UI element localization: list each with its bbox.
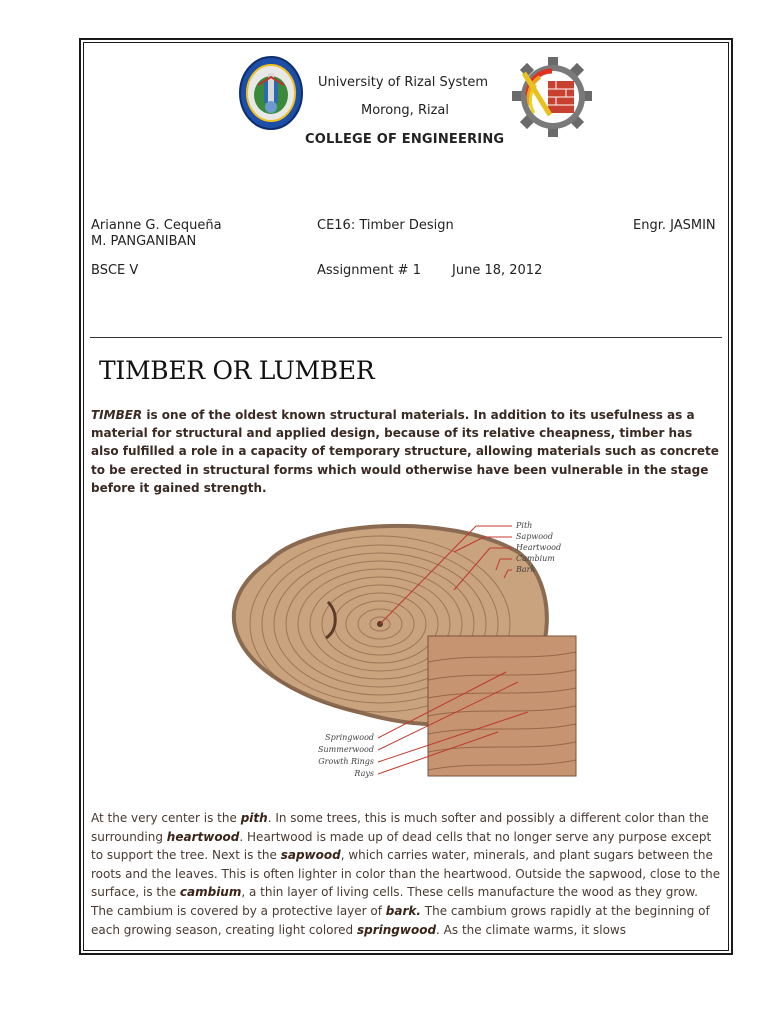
springwood-label: Springwood xyxy=(325,733,374,742)
college-name: COLLEGE OF ENGINEERING xyxy=(305,132,505,147)
summerwood-label: Summerwood xyxy=(318,745,374,754)
instructor: Engr. JASMIN xyxy=(633,218,716,233)
keyword-pith: pith xyxy=(240,811,268,825)
body-text-2: . In some trees, this is much softer and possibly a different color than the surrounding xyxy=(91,811,709,844)
keyword-heartwood: heartwood xyxy=(166,829,240,844)
keyword-sapwood: sapwood xyxy=(280,848,341,863)
assignment-number: Assignment # 1 xyxy=(317,263,421,278)
cambium-label: Cambium xyxy=(516,554,555,563)
keyword-springwood: springwood xyxy=(356,922,437,937)
university-name: University of Rizal System xyxy=(318,75,489,90)
rays-label: Rays xyxy=(354,769,374,778)
student-name-line2: M. PANGANIBAN xyxy=(91,234,197,249)
body-text-4: , which carries water, minerals, and plant sugars between the roots and the leaves. This is often lighter in color than the heartwood. Outside the sapwood, close to the surface, is the xyxy=(91,848,721,900)
university-seal-logo xyxy=(238,55,304,131)
assignment-date: June 18, 2012 xyxy=(452,263,543,278)
header-divider xyxy=(90,337,722,338)
keyword-cambium: cambium xyxy=(179,885,242,900)
document-title: TIMBER OR LUMBER xyxy=(99,356,375,385)
heartwood-label: Heartwood xyxy=(516,543,562,552)
intro-lead: TIMBER xyxy=(91,408,143,422)
body-text-3: . Heartwood is made up of dead cells that no longer serve any purpose except to support the tree. Next is the xyxy=(91,829,712,863)
sapwood-label: Sapwood xyxy=(516,532,553,541)
student-name: Arianne G. Cequeña xyxy=(91,218,222,233)
body-text-6: The cambium grows rapidly at the beginning of each growing season, creating light colored xyxy=(91,903,710,937)
body-text-7: . As the climate warms, it slows xyxy=(436,922,626,937)
engineering-gear-logo xyxy=(510,55,594,139)
intro-paragraph xyxy=(91,406,721,497)
body-text-1: At the very center is the xyxy=(91,811,241,825)
bark-label: Bark xyxy=(516,565,536,574)
growth-rings-label: Growth Rings xyxy=(318,757,374,766)
course-section: BSCE V xyxy=(91,263,139,278)
pith-label: Pith xyxy=(516,521,533,530)
intro-text: is one of the oldest known structural materials. In addition to its usefulness as a material for structural and applied design, because of its relative cheapness, timber has also fulfilled a role in a capacity of temporary structure, allowing materials such as concrete to be erected in structural forms which would otherwise have been vulnerable in the stage before it gained strength. xyxy=(91,408,719,495)
body-text-5: , a thin layer of living cells. These cells manufacture the wood as they grow. The cambium is covered by a protective layer of xyxy=(91,885,698,918)
university-location: Morong, Rizal xyxy=(361,103,449,118)
subject: CE16: Timber Design xyxy=(317,218,454,233)
body-paragraph xyxy=(91,809,723,939)
keyword-bark: bark. xyxy=(385,903,421,918)
wood-cross-section-diagram xyxy=(228,512,584,782)
